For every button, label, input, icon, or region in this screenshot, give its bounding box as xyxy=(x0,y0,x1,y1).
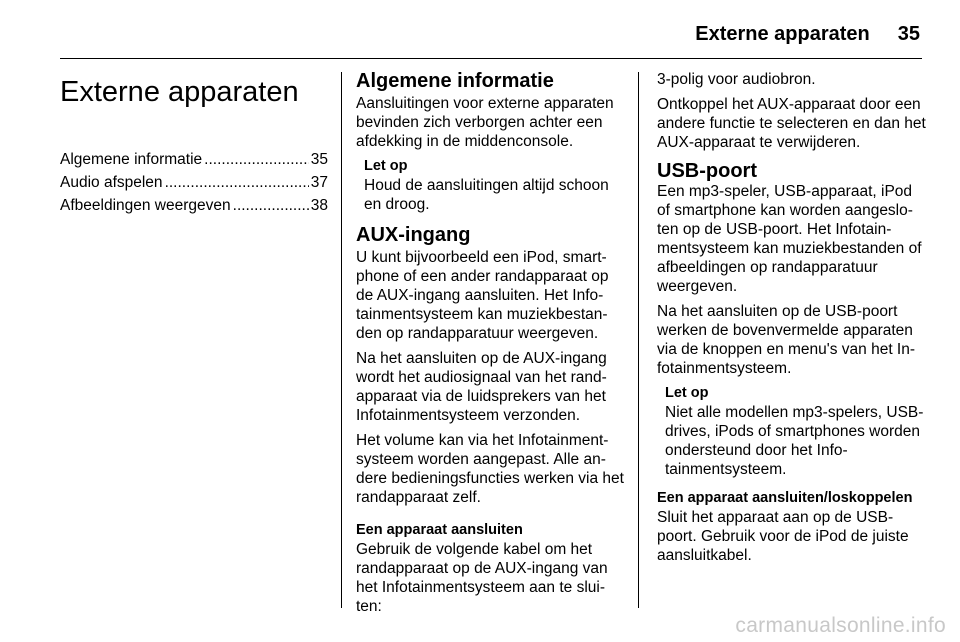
usb-paragraph-2: Na het aansluiten op de USB-poort werken de bovenvermelde apparaten via de knoppen en menu's van het In-fotainmentsysteem. xyxy=(657,303,916,377)
toc-leader-dots xyxy=(233,196,309,215)
section-heading-aux: AUX-ingang xyxy=(356,224,471,246)
note-label: Let op xyxy=(364,158,408,174)
chapter-title: Externe apparaten xyxy=(60,76,299,108)
toc-entry[interactable] xyxy=(60,173,328,192)
toc-entry-label: Audio afspelen xyxy=(60,174,163,191)
disconnect-paragraph: Ontkoppel het AUX-apparaat door een andere functie te selecteren en dan het AUX-apparaat te verwijderen. xyxy=(657,96,926,151)
aux-paragraph-3: Het volume kan via het Infotainment-systeem worden aangepast. Alle an-dere bedieningsfuncties werken via het randapparaat zelf. xyxy=(356,432,624,506)
section-heading-usb: USB-poort xyxy=(657,160,757,182)
intro-paragraph: Aansluitingen voor externe apparaten bevinden zich verborgen achter een afdekking in de middenconsole. xyxy=(356,95,614,150)
note-box xyxy=(665,384,927,479)
toc-entry-page: 37 xyxy=(310,174,328,191)
header-rule xyxy=(60,58,922,59)
note-label: Let op xyxy=(665,385,709,401)
toc-entry-label: Algemene informatie xyxy=(60,151,203,168)
section-heading-general: Algemene informatie xyxy=(356,70,554,92)
watermark: carmanualsonline.info xyxy=(735,614,946,637)
column-divider-2 xyxy=(638,72,639,608)
aux-paragraph-1: U kunt bijvoorbeeld een iPod, smart-phone of een ander randapparaat op de AUX-ingang aansluiten. Het Info-tainmentsysteem kan muziekbestan-den op randapparatuur weergeven. xyxy=(356,249,609,342)
toc-entry-page: 35 xyxy=(310,151,328,168)
toc-entry-label: Afbeeldingen weergeven xyxy=(60,197,231,214)
page-number: 35 xyxy=(897,22,920,45)
subheading-connect-disconnect: Een apparaat aansluiten/loskoppelen xyxy=(657,490,913,506)
note-text: Niet alle modellen mp3-spelers, USB-drives, iPods of smartphones worden ondersteund door het Info-tainmentsysteem. xyxy=(665,404,924,478)
toc-entry[interactable] xyxy=(60,150,328,169)
note-box xyxy=(364,157,626,214)
content-column-3 xyxy=(657,70,927,571)
column-divider-1 xyxy=(341,72,342,608)
aux-paragraph-2: Na het aansluiten op de AUX-ingang wordt het audiosignaal van het rand-apparaat via de luidsprekers van het Infotainmentsysteem verzonden. xyxy=(356,350,607,424)
toc-entry[interactable] xyxy=(60,196,328,215)
table-of-contents xyxy=(60,150,328,215)
connect-paragraph: Gebruik de volgende kabel om het randapparaat op de AUX-ingang van het Infotainmentsysteem aan te slui-ten: xyxy=(356,541,608,615)
chapter-column xyxy=(60,70,328,219)
running-title: Externe apparaten xyxy=(695,22,870,45)
usb-paragraph-1: Een mp3-speler, USB-apparaat, iPod of smartphone kan worden aangeslo-ten op de USB-poort. Het Infotain-mentsysteem kan muziekbestanden of afbeeldingen op randapparatuur weergeven. xyxy=(657,183,922,295)
note-text: Houd de aansluitingen altijd schoon en droog. xyxy=(364,177,609,213)
subheading-connect: Een apparaat aansluiten xyxy=(356,522,523,538)
toc-entry-page: 38 xyxy=(310,197,328,214)
toc-leader-dots xyxy=(165,173,309,192)
page-header xyxy=(695,20,920,48)
usb-connect-paragraph: Sluit het apparaat aan op de USB-poort. Gebruik voor de iPod de juiste aansluitkabel. xyxy=(657,509,909,564)
continued-paragraph: 3-polig voor audiobron. xyxy=(657,71,816,88)
content-column-2 xyxy=(356,70,626,622)
toc-leader-dots xyxy=(204,150,309,169)
